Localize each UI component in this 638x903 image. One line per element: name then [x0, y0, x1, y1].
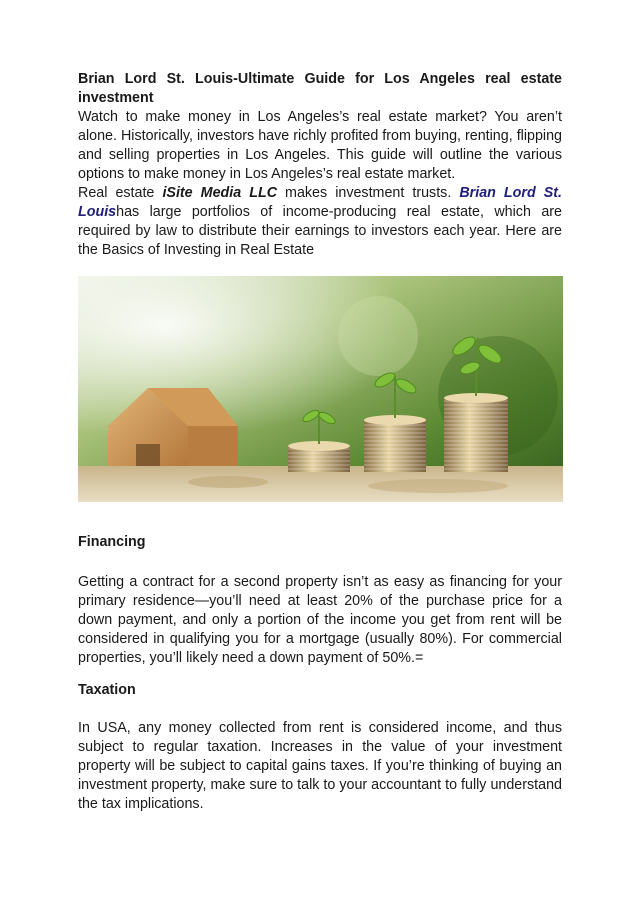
document-page	[78, 70, 562, 260]
coin-stack-medium	[364, 415, 426, 472]
financing-heading: Financing	[78, 534, 146, 550]
reit-text-c: has large portfolios of income-producing real estate, which are required by law to distribute their earnings to investors each year. Here are the Basics of Investing in Real Estate	[78, 204, 562, 258]
person-name: Brian Lord St. Louis	[78, 185, 562, 220]
financing-section	[78, 573, 562, 668]
reit-text-a: Real estate	[78, 185, 163, 201]
intro-paragraph: Watch to make money in Los Angeles’s real estate market? You aren’t alone. Historically, investors have richly profited from buying, renting, flipping and selling properties in Los Angeles. This guide will outline the various options to make money in Los Angeles’s real estate market.	[78, 109, 562, 182]
coin-stack-large	[444, 393, 508, 472]
financing-paragraph: Getting a contract for a second property isn’t as easy as financing for your primary residence—you’ll need at least 20% of the purchase price for a down payment, and only a portion of the income you get from rent will be considered in qualifying you for a mortgage (usually 80%). For commercial properties, you’ll likely need a down payment of 50%.=	[78, 574, 562, 666]
page-title: Brian Lord St. Louis-Ultimate Guide for Los Angeles real estate investment	[78, 71, 562, 106]
taxation-paragraph: In USA, any money collected from rent is considered income, and thus subject to regular taxation. Increases in the value of your investment property will be subject to capital gains taxes. If you’re thinking of buying an investment property, make sure to talk to your accountant to fully understand the tax implications.	[78, 720, 562, 812]
taxation-section	[78, 719, 562, 814]
reit-paragraph	[78, 184, 562, 260]
coin-stack-small	[288, 441, 350, 472]
reit-text-b: makes investment trusts.	[277, 185, 460, 201]
company-name: iSite Media LLC	[162, 185, 278, 201]
house-and-coins-photo	[78, 276, 563, 502]
taxation-heading: Taxation	[78, 682, 136, 698]
